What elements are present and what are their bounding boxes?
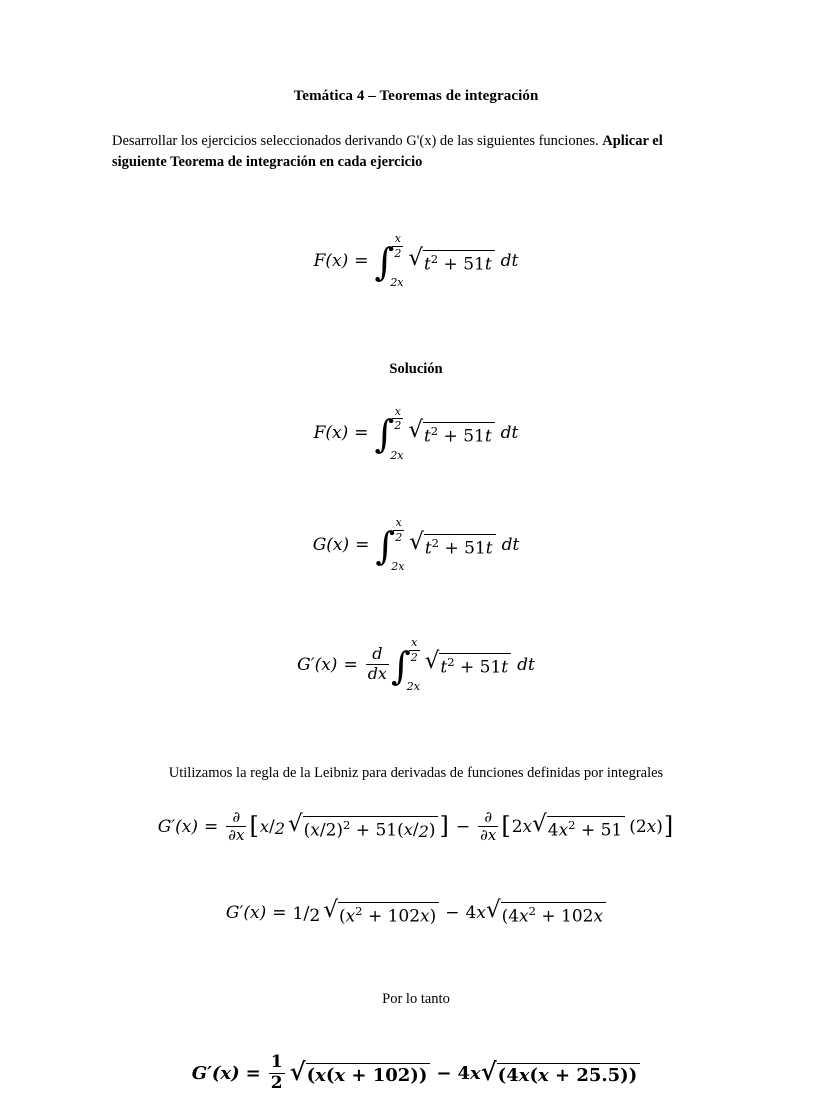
radicand-term-2: √ (4x(x + 25.5)): [481, 1061, 641, 1086]
derivative-operator-denominator: dx: [367, 664, 387, 684]
equation-6-lhs: G′(x): [191, 1062, 240, 1084]
radicand: √ $t^2 + 51t$: [425, 651, 511, 678]
equals-sign: =: [343, 654, 358, 675]
integral-icon: ∫: [390, 643, 411, 688]
differential: dt: [500, 250, 519, 271]
equation-2: [112, 517, 720, 573]
coef-one-half: 1/2: [292, 902, 321, 926]
fraction-one-half: [269, 1051, 285, 1093]
intro-bold-text: Aplicar el siguiente Teorema de integración en cada ejercicio: [112, 133, 663, 171]
equals-sign: =: [354, 250, 369, 271]
differential: dt: [501, 535, 520, 556]
radicand-term-2: √ $4x^2 + 51$: [532, 814, 625, 841]
integral-limits: $\frac{x}{2}$ 2x: [390, 232, 404, 290]
minus-sign: −: [436, 1062, 452, 1084]
equation-5: G′(x) = 1/2 √ $(x^2 + 102x)$ − 4 x √ ($4x^2 + 102x$: [112, 900, 720, 927]
section-heading-solucion: Solución: [389, 360, 443, 377]
equation-4: G′(x) = $\frac{\partial}{\partial x}$ [ x/2 √ $(x/2)^2 + 51(x/2)$ ] − $\frac{\partial}{\partial x}$ [ 2 x √ $4x^2 + 51$ (2 x ) ]: [157, 807, 674, 845]
equation-statement-lhs: F(x): [313, 250, 349, 271]
equation-2-lhs: G(x): [312, 535, 350, 556]
equation-statement: [112, 233, 720, 289]
equation-5-lhs: G′(x): [225, 903, 267, 924]
differential: dt: [517, 654, 535, 675]
derivative-operator: [366, 646, 389, 683]
bracket-open: [: [249, 812, 259, 841]
equals-sign: =: [245, 1062, 261, 1084]
equation-1-lhs: F(x): [313, 423, 349, 444]
equation-3-lhs: G′(x): [297, 654, 338, 675]
radicand-term-1: √ $(x/2)^2 + 51(x/2)$: [285, 814, 439, 841]
equals-sign: =: [272, 903, 287, 924]
integral-limits: $\frac{x}{2}$ 2x: [406, 635, 420, 694]
partial-operator-2: $\frac{\partial}{\partial x}$: [480, 807, 497, 845]
radicand-term-2: √ ($4x^2 + 102x$: [486, 900, 606, 927]
bracket-open: [: [501, 812, 511, 841]
coef-x-over-2: x/2: [259, 816, 285, 838]
equation-6-final: G′(x) = $\frac{1}{2}$ √ (x(x + 102)) − 4 x √ (4x(x + 25.5)): [112, 1054, 720, 1093]
minus-sign: −: [445, 903, 460, 924]
integral-limits: $\frac{x}{2}$ 2x: [391, 516, 405, 574]
leibniz-note: Utilizamos la regla de la Leibniz para derivadas de funciones definidas por integrales: [168, 764, 664, 781]
equals-sign: =: [354, 423, 369, 444]
differential: dt: [500, 423, 519, 444]
bracket-close: ]: [663, 812, 674, 841]
equation-4-lhs: G′(x): [157, 816, 199, 837]
partial-operator-1: $\frac{\partial}{\partial x}$: [228, 807, 245, 845]
fraction-numerator: 1: [270, 1051, 283, 1072]
radicand-term-1: √ $(x^2 + 102x)$: [320, 900, 439, 927]
page-title: Temática 4 – Teoremas de integración: [293, 88, 539, 104]
minus-sign: −: [455, 816, 471, 837]
por-lo-tanto-note: Por lo tanto: [382, 990, 450, 1007]
integral-limits: $\frac{x}{2}$ 2x: [390, 404, 404, 462]
integral-icon: ∫: [375, 523, 396, 568]
integral-icon: ∫: [374, 239, 395, 284]
bracket-close: ]: [439, 812, 449, 841]
equation-3: [112, 637, 720, 693]
equals-sign: =: [355, 535, 370, 556]
derivative-operator-numerator: d: [372, 644, 383, 664]
radicand: √ $t^2 + 51t$: [408, 248, 494, 275]
fraction-denominator: 2: [270, 1072, 283, 1093]
intro-paragraph: [112, 131, 720, 173]
intro-plain-text: Desarrollar los ejercicios seleccionados derivando G'(x) de las siguientes funciones.: [112, 133, 599, 149]
radicand-term-1: √ (x(x + 102)): [287, 1061, 431, 1086]
radicand: √ $t^2 + 51t$: [408, 420, 494, 447]
radicand: √ $t^2 + 51t$: [409, 532, 495, 559]
equals-sign: =: [204, 816, 219, 837]
equation-1: [112, 406, 720, 462]
integral-icon: ∫: [374, 412, 395, 457]
